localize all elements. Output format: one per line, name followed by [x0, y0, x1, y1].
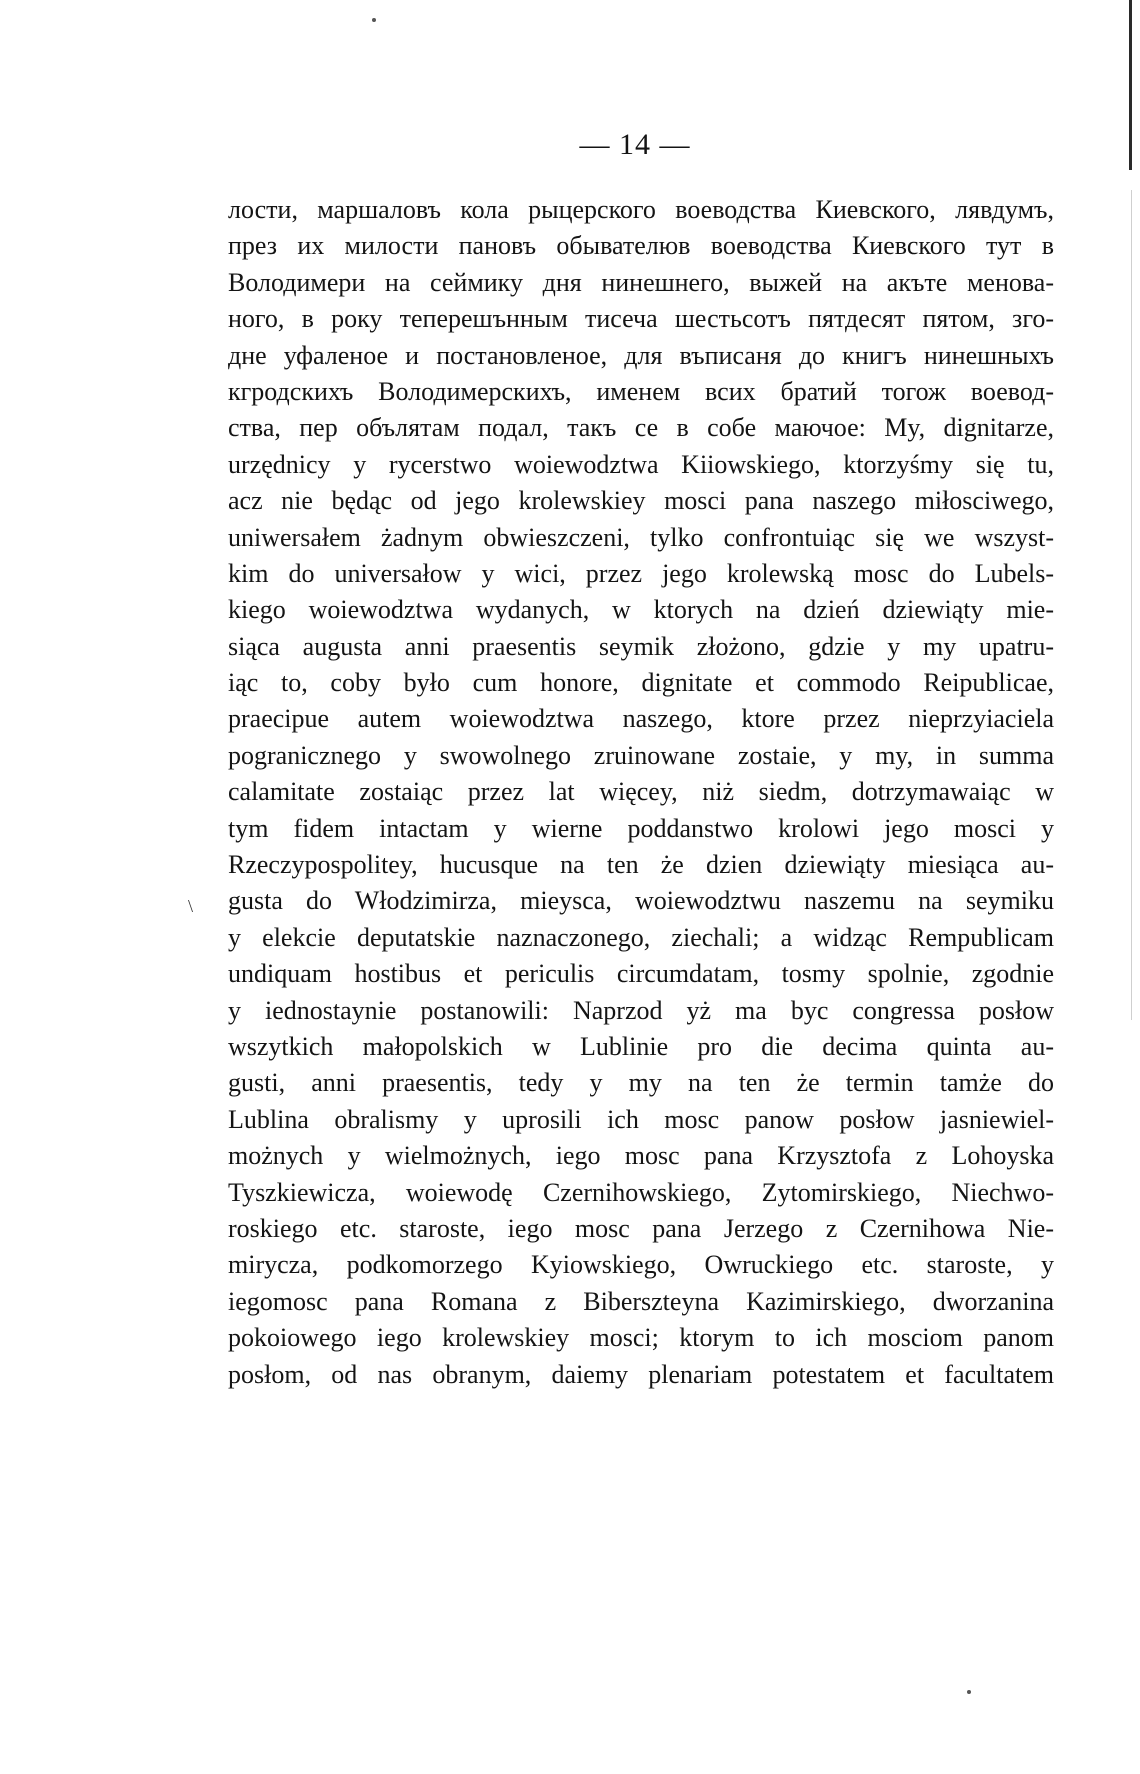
- text-line: calamitate zostaiąc przez lat więcey, niż siedm, dotrzymawaiąc w: [228, 777, 1054, 807]
- text-line: roskiego etc. staroste, iego mosc pana Jerzego z Czernihowa Nie-: [228, 1213, 1054, 1243]
- text-line: Tyszkiewicza, woiewodę Czernihowskiego, Zytomirskiego, Niechwo-: [228, 1177, 1054, 1207]
- text-line: кгродскихъ Володимерскихъ, именем всих братий тогож воевод-: [228, 376, 1054, 406]
- text-line: ства, пер обълятам подал, такъ се в собе маючое: My, dignitarze,: [228, 413, 1054, 443]
- text-line: ного, в року теперешънным тисеча шестьсотъ пятдесят пятом, зго-: [228, 304, 1054, 334]
- page-edge-shadow: [1131, 190, 1132, 1020]
- text-line: iegomosc pana Romana z Biberszteyna Kazimirskiego, dworzanina: [228, 1286, 1054, 1316]
- text-line: uniwersałem żadnym obwieszczeni, tylko confrontuiąc się we wszyst-: [228, 522, 1054, 552]
- text-line: gusta do Włodzimirza, mieysca, woiewodztwu naszemu na seymiku: [228, 886, 1054, 916]
- text-line: Rzeczypospolitey, hucusque na ten że dzien dziewiąty miesiąca au-: [228, 850, 1054, 880]
- text-line: kim do universałow y wici, przez jego krolewską mosc do Lubels-: [228, 558, 1054, 588]
- text-line: gusti, anni praesentis, tedy y my na ten że termin tamże do: [228, 1068, 1054, 1098]
- text-line: iąc to, coby było cum honore, dignitate et commodo Reipublicae,: [228, 668, 1054, 698]
- page-number-label: — 14 —: [579, 128, 691, 161]
- text-line: wszytkich małopolskich w Lublinie pro die decima quinta au-: [228, 1031, 1054, 1061]
- text-line: undiquam hostibus et periculis circumdatam, tosmy spolnie, zgodnie: [228, 959, 1054, 989]
- text-line: pogranicznego y swowolnego zruinowane zostaie, y my, in summa: [228, 740, 1054, 770]
- scan-speck: [372, 18, 376, 22]
- text-line: tym fidem intactam y wierne poddanstwo krolowi jego mosci y: [228, 813, 1054, 843]
- scan-speck: [967, 1690, 971, 1694]
- text-line: urzędnicy y rycerstwo woiewodztwa Kiiowskiego, ktorzyśmy się tu,: [228, 449, 1054, 479]
- text-line: posłom, od nas obranym, daiemy plenariam potestatem et facultatem: [228, 1359, 1054, 1389]
- text-line: Lublina obralismy y uprosili ich mosc panow posłow jasniewiel-: [228, 1104, 1054, 1134]
- text-line: acz nie będąc od jego krolewskiey mosci pana naszego miłosciwego,: [228, 486, 1054, 516]
- text-line: praecipue autem woiewodztwa naszego, ktore przez nieprzyiaciela: [228, 704, 1054, 734]
- text-line: лости, маршаловъ кола рыцерского воеводства Киевского, лявдумъ,: [228, 195, 1054, 224]
- body-text: [228, 192, 1054, 1393]
- text-line: możnych y wielmożnych, iego mosc pana Krzysztofa z Lohoyska: [228, 1141, 1054, 1171]
- text-line: pokoiowego iego krolewskiey mosci; ktorym to ich mosciom panom: [228, 1323, 1054, 1353]
- text-line: Володимери на сеймику дня нинешнего, выжей на акъте менова-: [228, 267, 1054, 297]
- text-line: през их милости пановъ обывателюв воеводства Киевского тут в: [228, 231, 1054, 261]
- text-line: siąca augusta anni praesentis seymik złożono, gdzie y my upatru-: [228, 631, 1054, 661]
- page-number: [0, 128, 1140, 162]
- text-line: y elekcie deputatskie naznaczonego, ziechali; a widząc Rempublicam: [228, 922, 1054, 952]
- margin-mark: \: [188, 896, 194, 916]
- text-line: y iednostaynie postanowili: Naprzod yż ma byc congressa posłow: [228, 995, 1054, 1025]
- text-line: дне уфаленое и постановленое, для въписаня до книгъ нинешныхъ: [228, 340, 1054, 370]
- text-line: mirycza, podkomorzego Kyiowskiego, Owruckiego etc. staroste, y: [228, 1250, 1054, 1280]
- text-line: kiego woiewodztwa wydanych, w ktorych na dzień dziewiąty mie-: [228, 595, 1054, 625]
